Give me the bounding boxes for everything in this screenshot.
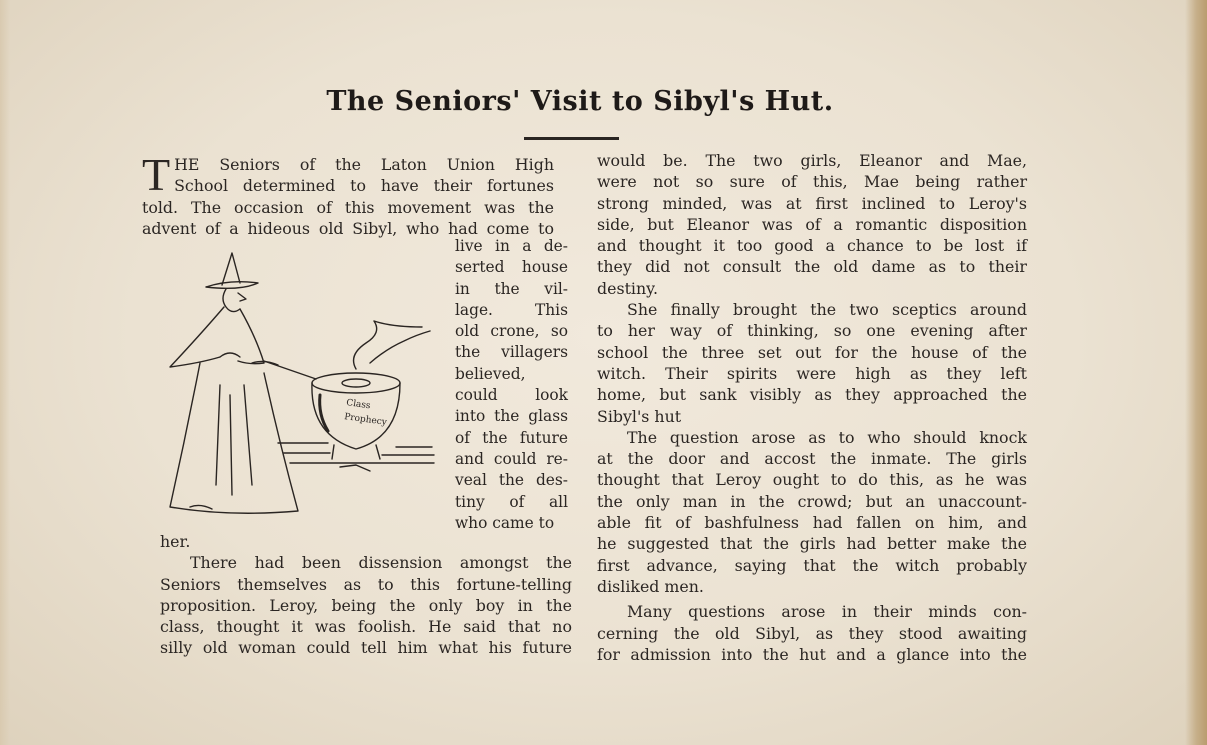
text-line: School determined to have their fortunes [174,176,554,196]
text-line: and thought it too good a chance to be lost if [597,236,1027,256]
text-line: proposition. Leroy, being the only boy in the [160,595,572,615]
text-line: advent of a hideous old Sibyl, who had come to [142,218,554,238]
page-title: The Seniors' Visit to Sibyl's Hut. [326,86,834,117]
text-line: witch. Their spirits were high as they left [597,363,1027,383]
text-line: able fit of bashfulness had fallen on him, and [597,513,1027,533]
text-line: believed, [455,364,526,383]
text-line: into the glass [455,407,568,426]
text-line: disliked men. [597,576,704,596]
text-line: for admission into the hut and a glance into the [597,644,1027,664]
text-line: tiny of all [455,492,568,511]
text-line: serted house [455,258,568,277]
text-line: strong minded, was at first inclined to Leroy's [597,193,1027,213]
text-line: side, but Eleanor was of a romantic disposition [597,214,1027,234]
svg-text:Class: Class [345,398,372,412]
text-line: silly old woman could tell him what his future [160,638,572,658]
left-column-bottom [160,531,572,659]
text-line: they did not consult the old dame as to their [597,257,1027,277]
text-line: could look [455,386,568,405]
text-line: and could re- [455,449,568,468]
text-line: Many questions arose in their minds con- [627,602,1027,622]
drop-cap: T [142,149,171,200]
text-line: Seniors themselves as to this fortune-telling [160,574,572,594]
text-line: her. [160,532,191,551]
text-line: The question arose as to who should knock [627,427,1027,447]
text-line: old crone, so [455,322,568,341]
title-rule [524,137,619,140]
text-line: would be. The two girls, Eleanor and Mae, [597,151,1027,170]
text-line: in the vil- [455,279,568,298]
text-line: veal the des- [455,471,568,490]
text-line: There had been dissension amongst the [190,553,572,573]
witch-with-cauldron-icon [160,245,440,525]
text-line: She finally brought the two sceptics around [627,300,1027,320]
right-column [597,150,1027,665]
text-line: told. The occasion of this movement was the [142,197,554,217]
left-column-top [142,149,554,239]
text-line: home, but sank visibly as they approached the [597,385,1027,405]
text-line: destiny. [597,278,658,298]
text-line: of the future [455,428,568,447]
text-line: lage. This [455,300,568,319]
svg-text:Prophecy: Prophecy [343,412,388,428]
wrap-column [455,236,568,534]
text-line: Sibyl's hut [597,406,682,426]
text-line: at the door and accost the inmate. The girls [597,449,1027,469]
text-line: HE Seniors of the Laton Union High [174,155,554,174]
text-line: thought that Leroy ought to do this, as he was [597,470,1027,490]
page-binding-edge [1185,0,1207,745]
text-line: to her way of thinking, so one evening after [597,321,1027,341]
text-line: the only man in the crowd; but an unaccount- [597,491,1027,511]
text-line: school the three set out for the house of the [597,342,1027,362]
text-line: cerning the old Sibyl, as they stood awaiting [597,623,1027,643]
text-line: the villagers [455,343,568,362]
text-line: class, thought it was foolish. He said that no [160,617,572,637]
text-line: first advance, saying that the witch probably [597,555,1027,575]
text-line: who came to [455,513,555,532]
text-line: live in a de- [455,237,568,255]
text-line: he suggested that the girls had better make the [597,534,1027,554]
text-line: were not so sure of this, Mae being rather [597,172,1027,192]
